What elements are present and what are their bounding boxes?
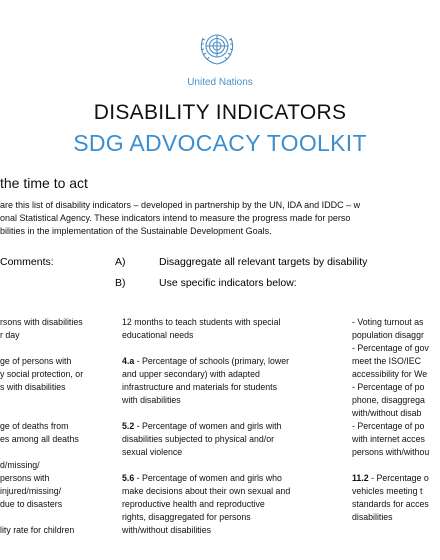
option-b-text: Use specific indicators below: [159,277,297,289]
indicator-line: - Percentage of gov [352,343,429,353]
indicator-item-11-2 [352,472,429,485]
indicator-line: r day [0,330,20,340]
indicator-line: with/without disab [352,408,422,418]
indicator-line: injured/missing/ [0,486,62,496]
indicator-line: - Percentage of po [352,382,425,392]
indicator-line: s with disabilities [0,382,66,392]
indicator-line: - Percentage of po [352,421,425,431]
indicator-code: 11.2 [352,473,369,483]
option-b-letter: B) [115,277,126,289]
indicator-item-5-2 [122,420,290,433]
indicator-line: with disabilities [122,395,181,405]
indicator-line: population disaggr [352,330,424,340]
indicator-line: rsons with disabilities [0,317,83,327]
indicator-line: - Voting turnout as [352,317,424,327]
indicator-line: meet the ISO/IEC [352,356,421,366]
section-heading: the time to act [0,175,88,191]
indicator-line: - Percentage of women and girls with [134,421,282,431]
indicator-line: ge of deaths from [0,421,69,431]
indicator-line: with/without disabilities [122,525,211,535]
indicator-line: - Percentage of women and girls who [134,473,282,483]
intro-line: are this list of disability indicators – developed in partnership by the UN, IDA and IDDC – w [0,200,361,210]
indicator-line: disabilities subjected to physical and/or [122,434,275,444]
indicator-line: sexual violence [122,447,183,457]
indicator-code: 5.6 [122,473,135,483]
indicator-line: infrastructure and materials for students [122,382,277,392]
org-name: United Nations [187,77,253,88]
indicator-code: 5.2 [122,421,135,431]
indicator-line: d/missing/ [0,460,40,470]
indicator-line: due to disasters [0,499,63,509]
indicator-line: vehicles meeting t [352,486,423,496]
indicator-line: make decisions about their own sexual and [122,486,291,496]
un-emblem-icon [194,26,240,72]
indicator-line: - Percentage o [368,473,429,483]
option-a-text: Disaggregate all relevant targets by disability [159,256,368,268]
indicator-code: 4.a [122,356,135,366]
indicator-line: es among all deaths [0,434,79,444]
indicator-line: standards for acces [352,499,429,509]
document-title: DISABILITY INDICATORS [93,101,347,124]
indicator-line: y social protection, or [0,369,84,379]
indicator-line: persons with [0,473,50,483]
indicator-line: reproductive health and reproductive [122,499,265,509]
indicator-column-left [0,316,83,537]
indicator-column-middle [122,316,290,537]
indicator-item-5-6 [122,472,290,485]
indicator-line: rights, disaggregated for persons [122,512,251,522]
indicator-line: disabilities [352,512,393,522]
indicator-line: educational needs [122,330,194,340]
indicator-column-right [352,316,429,524]
indicator-line: - Percentage of schools (primary, lower [134,356,290,366]
intro-line: onal Statistical Agency. These indicators intend to measure the progress made for perso [0,213,351,223]
option-a-letter: A) [115,256,126,268]
indicator-item-4a [122,355,290,368]
indicator-line: accessibility for We [352,369,428,379]
comments-label: Comments: [0,256,54,268]
indicator-line: phone, disaggrega [352,395,425,405]
indicator-line: and upper secondary) with adapted [122,369,260,379]
indicator-line: ge of persons with [0,356,72,366]
intro-line: bilities in the implementation of the Sustainable Development Goals. [0,226,272,236]
indicator-line: persons with/withou [352,447,430,457]
indicator-line: with internet acces [352,434,425,444]
indicator-line: 12 months to teach students with special [122,317,281,327]
document-subtitle: SDG ADVOCACY TOOLKIT [73,130,367,156]
indicator-line: lity rate for children [0,525,75,535]
